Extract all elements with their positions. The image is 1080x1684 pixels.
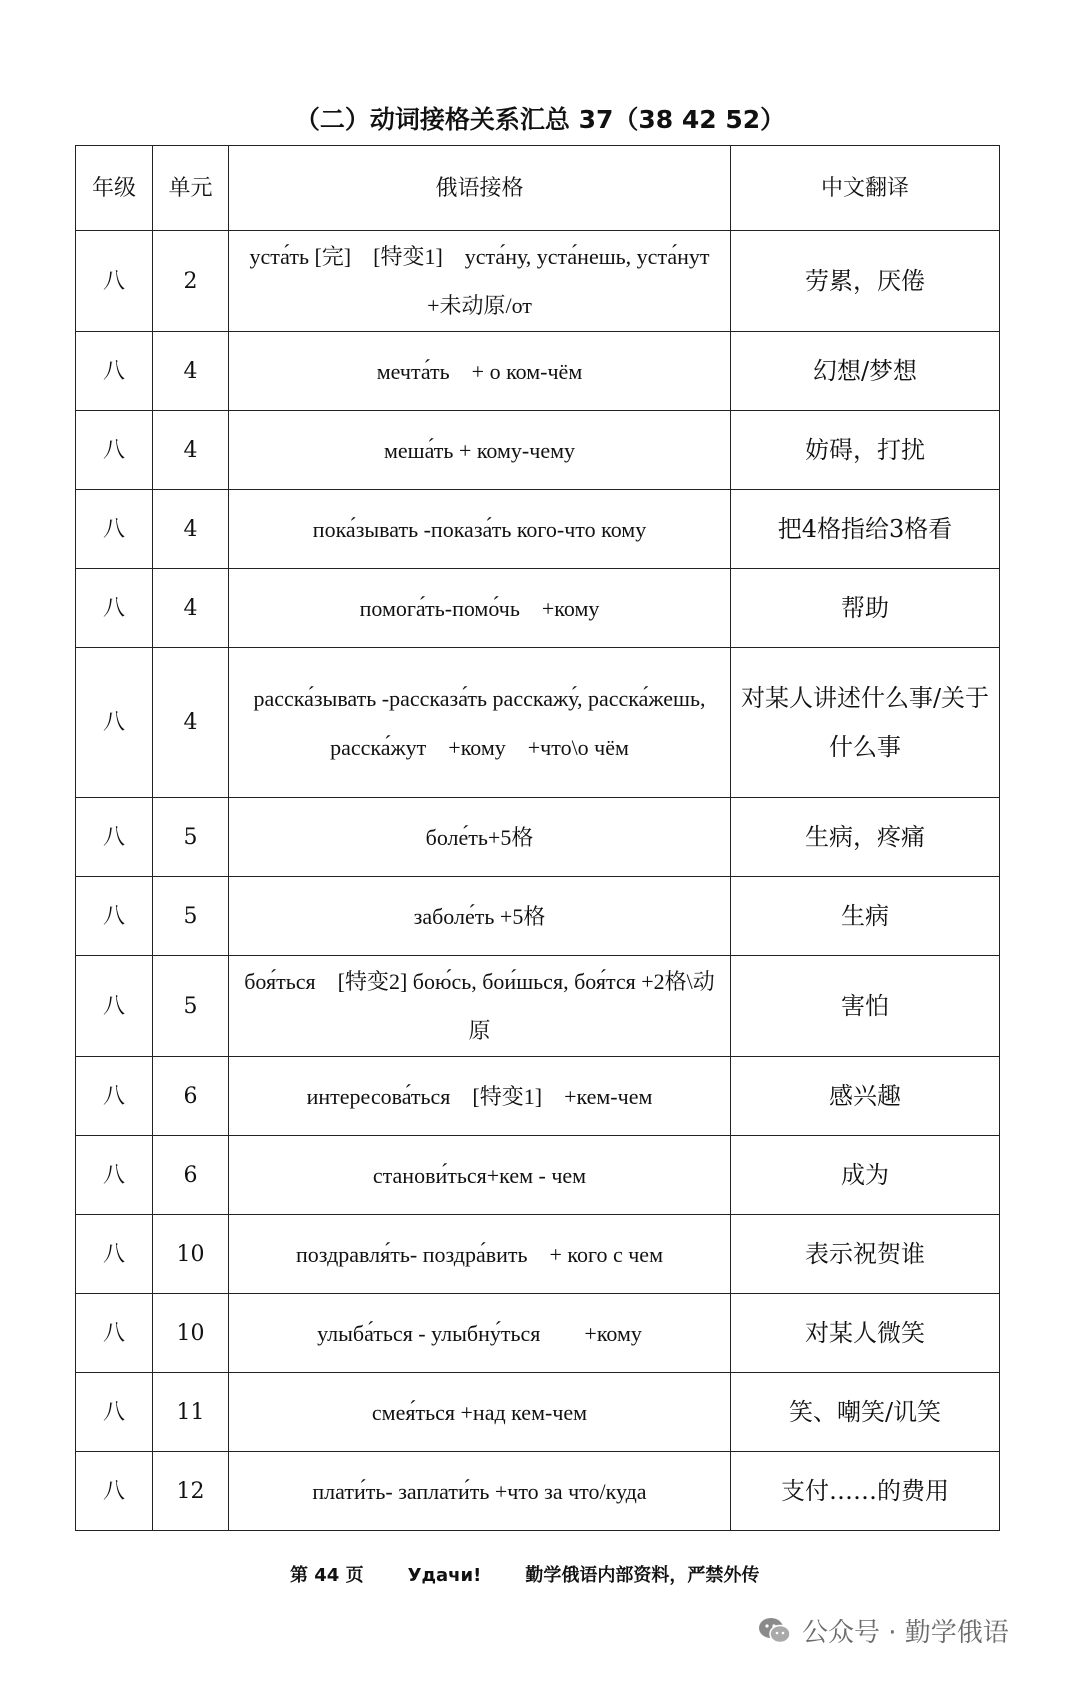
cell-russian: улыба́ться - улыбну́ться +кому <box>229 1294 731 1373</box>
cell-grade: 八 <box>76 877 153 956</box>
cell-unit: 5 <box>153 956 229 1057</box>
cell-unit: 6 <box>153 1136 229 1215</box>
cell-unit: 10 <box>153 1294 229 1373</box>
cell-unit: 4 <box>153 490 229 569</box>
page-footer <box>290 1561 803 1587</box>
table-row <box>76 1373 1000 1452</box>
cell-chinese: 幻想/梦想 <box>731 332 1000 411</box>
cell-chinese: 支付……的费用 <box>731 1452 1000 1531</box>
cell-russian: пока́зывать -показа́ть кого-что кому <box>229 490 731 569</box>
cell-russian: помога́ть-помо́чь +кому <box>229 569 731 648</box>
cell-grade: 八 <box>76 1136 153 1215</box>
table-row <box>76 1452 1000 1531</box>
table-row <box>76 1136 1000 1215</box>
table-row <box>76 332 1000 411</box>
cell-unit: 4 <box>153 648 229 798</box>
cell-unit: 4 <box>153 332 229 411</box>
table-row <box>76 411 1000 490</box>
cell-russian: мечта́ть + о ком-чём <box>229 332 731 411</box>
table-row <box>76 956 1000 1057</box>
table-row <box>76 490 1000 569</box>
cell-unit: 5 <box>153 798 229 877</box>
cell-russian: расска́зывать -рассказа́ть расскажу́, расска́жешь, расска́жут +кому +что\о чём <box>229 648 731 798</box>
cell-unit: 4 <box>153 411 229 490</box>
cell-grade: 八 <box>76 1057 153 1136</box>
table-row <box>76 798 1000 877</box>
cell-chinese: 表示祝贺谁 <box>731 1215 1000 1294</box>
cell-unit: 10 <box>153 1215 229 1294</box>
cell-unit: 4 <box>153 569 229 648</box>
header-unit: 单元 <box>153 146 229 231</box>
table-row <box>76 569 1000 648</box>
cell-chinese: 妨碍，打扰 <box>731 411 1000 490</box>
cell-grade: 八 <box>76 1294 153 1373</box>
table-row <box>76 1057 1000 1136</box>
watermark-text: 公众号 · 勤学俄语 <box>802 1618 1009 1648</box>
header-grade: 年级 <box>76 146 153 231</box>
cell-chinese: 对某人讲述什么事/关于什么事 <box>731 648 1000 798</box>
cell-russian: смея́ться +над кем-чем <box>229 1373 731 1452</box>
table-row <box>76 877 1000 956</box>
page-number: 第 44 页 <box>290 1565 364 1586</box>
wechat-icon <box>758 1616 792 1646</box>
cell-russian: станови́ться+кем - чем <box>229 1136 731 1215</box>
cell-unit: 6 <box>153 1057 229 1136</box>
page-title: （二）动词接格关系汇总 37（38 42 52） <box>294 105 786 134</box>
watermark <box>758 1612 1009 1649</box>
cell-chinese: 把4格指给3格看 <box>731 490 1000 569</box>
cell-chinese: 成为 <box>731 1136 1000 1215</box>
cell-grade: 八 <box>76 411 153 490</box>
cell-grade: 八 <box>76 569 153 648</box>
verb-government-table <box>75 145 1000 1531</box>
cell-grade: 八 <box>76 1373 153 1452</box>
cell-unit: 2 <box>153 231 229 332</box>
cell-chinese: 生病 <box>731 877 1000 956</box>
cell-grade: 八 <box>76 490 153 569</box>
cell-grade: 八 <box>76 1452 153 1531</box>
cell-chinese: 感兴趣 <box>731 1057 1000 1136</box>
footer-note: 勤学俄语内部资料，严禁外传 <box>525 1565 760 1586</box>
table-row <box>76 648 1000 798</box>
table-row <box>76 1294 1000 1373</box>
cell-grade: 八 <box>76 956 153 1057</box>
table-header-row <box>76 146 1000 231</box>
cell-chinese: 笑、嘲笑/讥笑 <box>731 1373 1000 1452</box>
cell-grade: 八 <box>76 332 153 411</box>
cell-russian: поздравля́ть- поздра́вить + кого с чем <box>229 1215 731 1294</box>
footer-motto: Удачи! <box>407 1565 482 1586</box>
header-chinese: 中文翻译 <box>731 146 1000 231</box>
cell-grade: 八 <box>76 648 153 798</box>
cell-russian: плати́ть- заплати́ть +что за что/куда <box>229 1452 731 1531</box>
table-row <box>76 231 1000 332</box>
cell-russian: меша́ть + кому-чему <box>229 411 731 490</box>
table-row <box>76 1215 1000 1294</box>
cell-russian: боя́ться [特变2] бою́сь, бои́шься, боя́тся +2格\动原 <box>229 956 731 1057</box>
cell-grade: 八 <box>76 798 153 877</box>
cell-chinese: 帮助 <box>731 569 1000 648</box>
cell-chinese: 害怕 <box>731 956 1000 1057</box>
cell-grade: 八 <box>76 1215 153 1294</box>
cell-grade: 八 <box>76 231 153 332</box>
cell-chinese: 生病，疼痛 <box>731 798 1000 877</box>
cell-unit: 5 <box>153 877 229 956</box>
cell-chinese: 对某人微笑 <box>731 1294 1000 1373</box>
cell-russian: уста́ть [完] [特变1] уста́ну, уста́нешь, уста́нут +未动原/от <box>229 231 731 332</box>
cell-chinese: 劳累，厌倦 <box>731 231 1000 332</box>
cell-russian: боле́ть+5格 <box>229 798 731 877</box>
cell-russian: заболе́ть +5格 <box>229 877 731 956</box>
cell-unit: 11 <box>153 1373 229 1452</box>
cell-unit: 12 <box>153 1452 229 1531</box>
header-russian: 俄语接格 <box>229 146 731 231</box>
cell-russian: интересова́ться [特变1] +кем-чем <box>229 1057 731 1136</box>
